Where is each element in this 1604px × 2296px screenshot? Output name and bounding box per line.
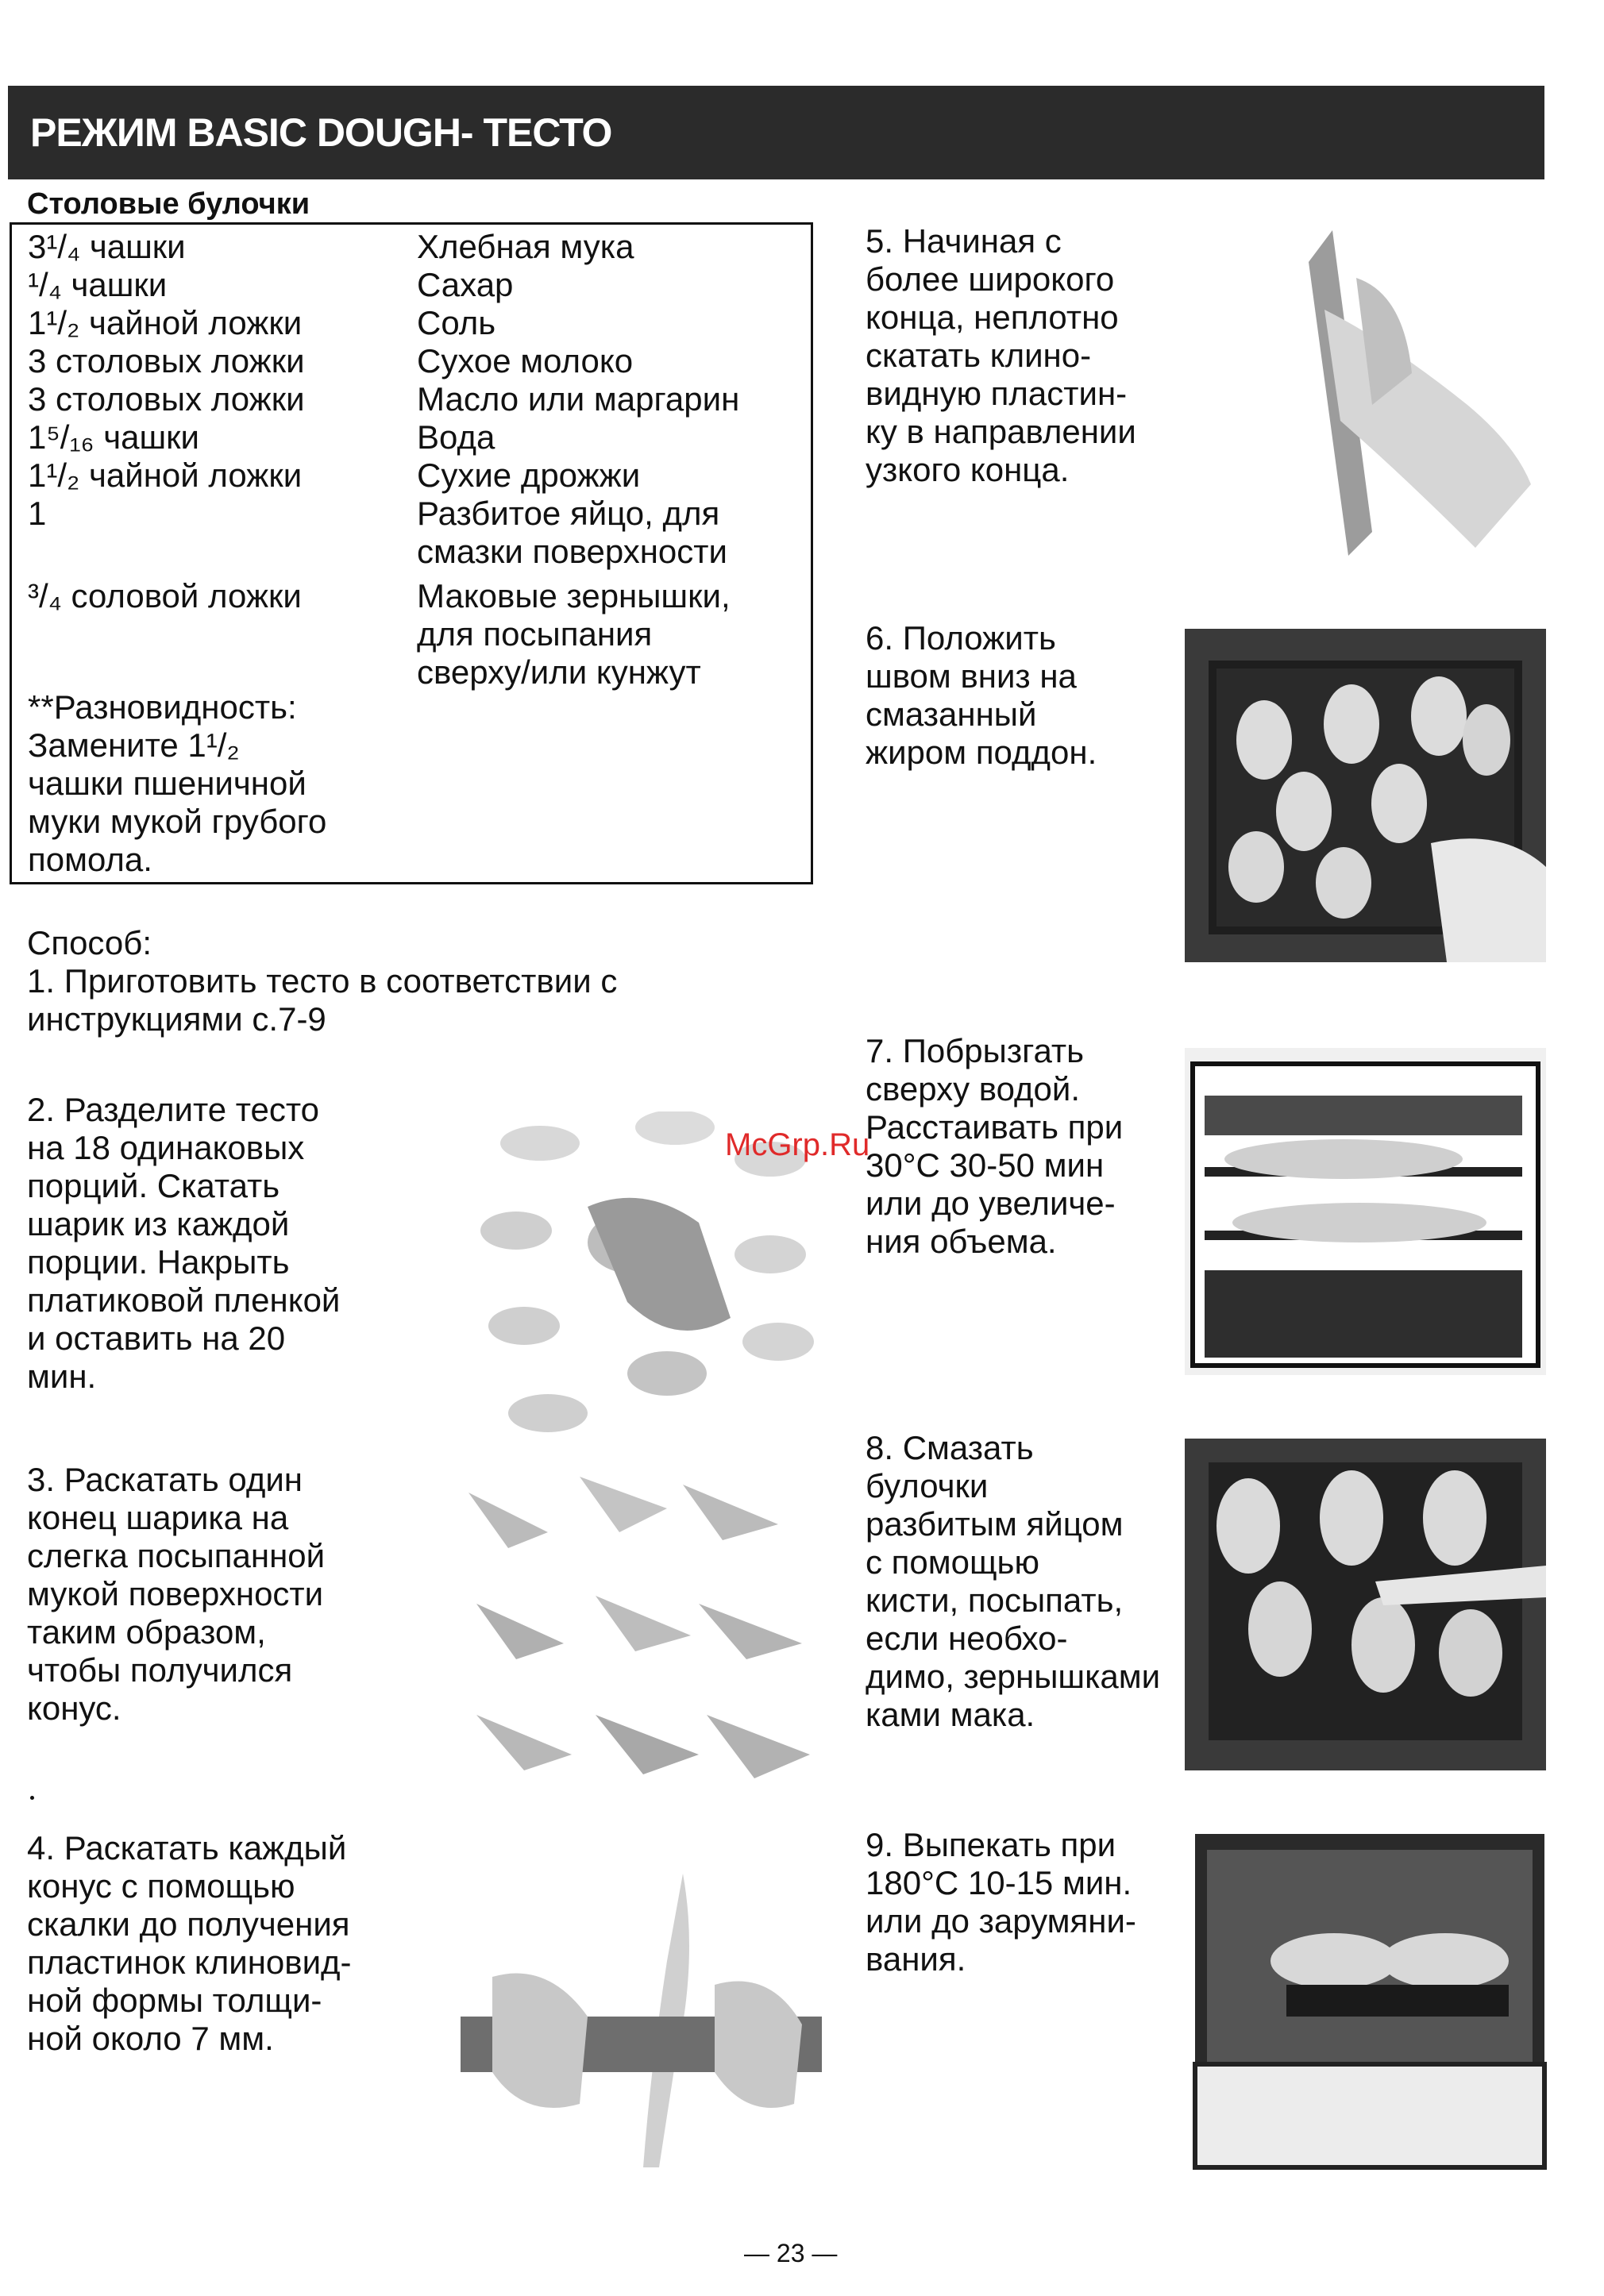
photo-rolls-on-tray [1185, 629, 1546, 962]
method-heading: Способ: [27, 924, 152, 961]
step-9-line: или до зарумяни- [866, 1902, 1136, 1940]
step-6-line: жиром поддон. [866, 734, 1097, 771]
ingredient-name: Сухие дрожжи [417, 457, 641, 494]
step-5-line: узкого конца. [866, 451, 1070, 488]
step-4-line: 4. Раскатать каждый [27, 1829, 347, 1866]
step-8-line: разбитым яйцом [866, 1505, 1124, 1543]
step-6 [866, 619, 1183, 772]
ingredient-name: Хлебная мука [417, 228, 634, 265]
ingredient-name: Соль [417, 304, 496, 341]
step-3-line: мукой поверхности [27, 1575, 324, 1612]
variation-label: **Разновидность: [28, 688, 297, 726]
rolls-on-tray-illustration [1185, 629, 1546, 962]
step-2-line: на 18 одинаковых [27, 1129, 305, 1166]
ingredient-qty: 1¹/₂ чайной ложки [28, 304, 303, 341]
ingredient-name [417, 577, 798, 691]
step-7-line: ния объема. [866, 1223, 1057, 1260]
page-number: — 23 — [744, 2239, 838, 2267]
baking-illustration [1191, 1826, 1548, 2175]
ingredient-row [28, 380, 798, 418]
step-5-line: конца, неплотно [866, 299, 1119, 336]
step-2-line: порции. Накрыть [27, 1243, 290, 1281]
step-2-line: и оставить на 20 [27, 1319, 286, 1357]
ingredient-qty: ³/₄ соловой ложки [28, 577, 302, 614]
rising-in-oven-illustration [1185, 1048, 1546, 1375]
step-7 [866, 1032, 1199, 1261]
step-3-line: чтобы получился [27, 1651, 293, 1689]
ingredient-name: Сухое молоко [417, 342, 634, 379]
step-8-line: с помощью [866, 1543, 1039, 1581]
step-3-line: 3. Раскатать один [27, 1461, 303, 1498]
step-7-line: или до увеличе- [866, 1185, 1116, 1222]
step-5-line: 5. Начиная с [866, 222, 1062, 260]
step-4-line: конус с помощью [27, 1867, 295, 1905]
variation-note [28, 688, 425, 879]
step-9-line: 9. Выпекать при [866, 1826, 1116, 1863]
photo-rising-in-oven [1185, 1048, 1546, 1375]
ingredients-table [10, 222, 813, 884]
step-2-line: 2. Разделите тесто [27, 1091, 320, 1128]
step-1-line: 1. Приготовить тесто в соответствии с [27, 962, 618, 1000]
step-5-line: видную пластин- [866, 375, 1128, 412]
step-1-line: инструкциями с.7-9 [27, 1000, 326, 1038]
step-5 [866, 222, 1207, 489]
dough-cones-illustration [461, 1461, 822, 1802]
ingredient-row [28, 457, 798, 495]
variation-line: Замените 1¹/₂ [28, 726, 240, 764]
step-8-line: ками мака. [866, 1696, 1035, 1733]
step-3 [27, 1461, 456, 1728]
step-4 [27, 1829, 456, 2058]
ingredient-qty: 3¹/₄ чашки [28, 228, 186, 265]
photo-baking [1191, 1826, 1548, 2175]
ingredient-qty: 3 столовых ложки [28, 380, 305, 418]
photo-rolling-croissant [1277, 214, 1547, 564]
ingredient-qty: 1 [28, 495, 47, 532]
step-6-line: 6. Положить [866, 619, 1056, 657]
ingredient-name-line: для посыпания [417, 615, 653, 653]
step-9 [866, 1826, 1207, 1978]
step-6-line: смазанный [866, 695, 1037, 733]
recipe-title: Столовые булочки [27, 187, 310, 221]
step-3-line: конец шарика на [27, 1499, 289, 1536]
ingredient-qty: 3 столовых ложки [28, 342, 305, 379]
ingredient-name [417, 495, 798, 571]
ingredient-name-line: Разбитое яйцо, для [417, 495, 720, 532]
ingredient-row [28, 577, 798, 691]
step-7-line: Расстаивать при [866, 1108, 1124, 1146]
brushing-egg-illustration [1185, 1439, 1546, 1770]
step-4-line: ной около 7 мм. [27, 2020, 274, 2057]
ingredient-qty: 1¹/₂ чайной ложки [28, 457, 303, 494]
variation-line: муки мукой грубого [28, 803, 327, 840]
step-8-line: димо, зернышками [866, 1658, 1161, 1695]
step-7-line: 7. Побрызгать [866, 1032, 1085, 1069]
step-7-line: сверху водой. [866, 1070, 1081, 1108]
step-3-line: таким образом, [27, 1613, 266, 1651]
step-4-line: скалки до получения [27, 1905, 350, 1943]
variation-line: чашки пшеничной [28, 765, 307, 802]
rolling-pin-illustration [461, 1866, 822, 2175]
step-2-line: порций. Скатать [27, 1167, 280, 1204]
step-9-line: 180°С 10-15 мин. [866, 1864, 1132, 1901]
step-4-line: пластинок клиновид- [27, 1944, 352, 1981]
ingredient-row [28, 304, 798, 342]
step-8-line: булочки [866, 1467, 989, 1504]
step-3-line: конус. [27, 1689, 121, 1727]
photo-rolling-pin [461, 1866, 822, 2175]
method-intro [27, 924, 758, 1038]
step-8-line: кисти, посыпать, [866, 1581, 1124, 1619]
ingredient-row [28, 228, 798, 266]
watermark: McGrp.Ru [725, 1127, 870, 1162]
photo-dough-cones [461, 1461, 822, 1802]
step-2 [27, 1091, 456, 1396]
ingredient-row [28, 418, 798, 457]
ingredient-name: Масло или маргарин [417, 380, 740, 418]
ingredient-name: Сахар [417, 266, 514, 303]
ingredient-row [28, 495, 798, 571]
step-8-line: если необхо- [866, 1620, 1068, 1657]
step-8 [866, 1429, 1207, 1734]
stray-dot [30, 1796, 34, 1800]
section-title: РЕЖИМ BASIC DOUGH- ТЕСТО [30, 110, 612, 155]
ingredient-name-line: сверху/или кунжут [417, 653, 701, 691]
step-9-line: вания. [866, 1940, 966, 1978]
photo-brushing-egg [1185, 1439, 1546, 1770]
step-2-line: платиковой пленкой [27, 1281, 341, 1319]
ingredient-row [28, 266, 798, 304]
step-4-line: ной формы толщи- [27, 1982, 322, 2019]
section-header [8, 86, 1544, 179]
step-7-line: 30°С 30-50 мин [866, 1146, 1105, 1184]
ingredient-name: Вода [417, 418, 495, 456]
rolling-croissant-illustration [1277, 214, 1547, 564]
ingredient-name-line: смазки поверхности [417, 533, 727, 570]
ingredient-row [28, 342, 798, 380]
step-2-line: мин. [27, 1358, 97, 1395]
ingredient-name-line: Маковые зернышки, [417, 577, 731, 614]
step-2-line: шарик из каждой [27, 1205, 290, 1242]
variation-line: помола. [28, 841, 152, 878]
ingredient-qty: ¹/₄ чашки [28, 266, 168, 303]
step-5-line: скатать клино- [866, 337, 1092, 374]
step-5-line: более широкого [866, 260, 1115, 298]
step-5-line: ку в направлении [866, 413, 1136, 450]
ingredient-qty: 1⁵/₁₆ чашки [28, 418, 199, 456]
step-3-line: слегка посыпанной [27, 1537, 326, 1574]
step-6-line: швом вниз на [866, 657, 1077, 695]
step-8-line: 8. Смазать [866, 1429, 1034, 1466]
